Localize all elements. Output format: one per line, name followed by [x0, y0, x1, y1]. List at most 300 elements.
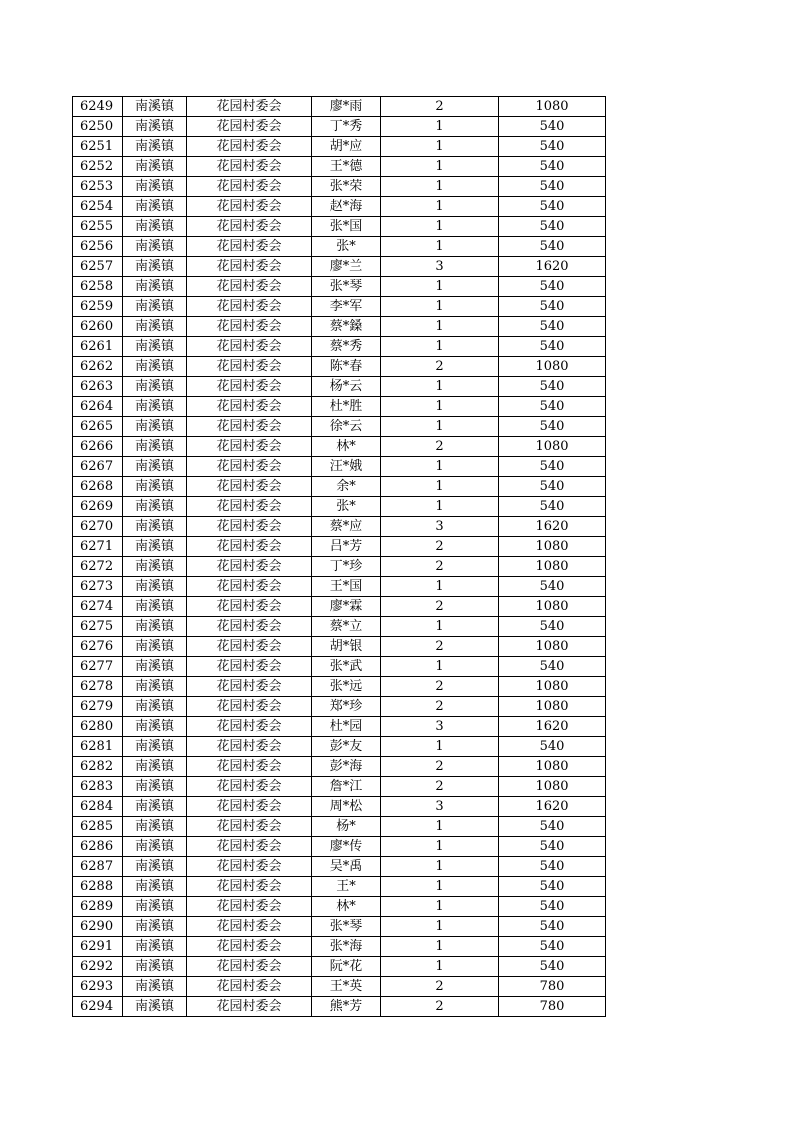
table-row [73, 137, 606, 157]
name-cell: 胡*应 [312, 137, 381, 157]
town-cell: 南溪镇 [123, 377, 187, 397]
village-committee-cell: 花园村委会 [187, 197, 312, 217]
count-cell: 2 [381, 777, 499, 797]
town-cell: 南溪镇 [123, 737, 187, 757]
town-cell: 南溪镇 [123, 957, 187, 977]
amount-cell: 1080 [499, 677, 606, 697]
row-number-cell: 6271 [73, 537, 123, 557]
table-row [73, 337, 606, 357]
amount-cell: 1080 [499, 597, 606, 617]
town-cell: 南溪镇 [123, 837, 187, 857]
village-committee-cell: 花园村委会 [187, 717, 312, 737]
amount-cell: 540 [499, 477, 606, 497]
name-cell: 张*荣 [312, 177, 381, 197]
amount-cell: 540 [499, 737, 606, 757]
town-cell: 南溪镇 [123, 797, 187, 817]
row-number-cell: 6269 [73, 497, 123, 517]
count-cell: 2 [381, 677, 499, 697]
row-number-cell: 6267 [73, 457, 123, 477]
row-number-cell: 6268 [73, 477, 123, 497]
town-cell: 南溪镇 [123, 757, 187, 777]
amount-cell: 780 [499, 977, 606, 997]
name-cell: 蔡*立 [312, 617, 381, 637]
town-cell: 南溪镇 [123, 417, 187, 437]
row-number-cell: 6253 [73, 177, 123, 197]
name-cell: 杨* [312, 817, 381, 837]
name-cell: 张* [312, 237, 381, 257]
row-number-cell: 6255 [73, 217, 123, 237]
town-cell: 南溪镇 [123, 677, 187, 697]
amount-cell: 540 [499, 837, 606, 857]
town-cell: 南溪镇 [123, 157, 187, 177]
count-cell: 1 [381, 577, 499, 597]
row-number-cell: 6254 [73, 197, 123, 217]
count-cell: 1 [381, 497, 499, 517]
row-number-cell: 6286 [73, 837, 123, 857]
count-cell: 1 [381, 957, 499, 977]
table-row [73, 217, 606, 237]
village-committee-cell: 花园村委会 [187, 417, 312, 437]
amount-cell: 540 [499, 897, 606, 917]
name-cell: 丁*珍 [312, 557, 381, 577]
row-number-cell: 6275 [73, 617, 123, 637]
row-number-cell: 6262 [73, 357, 123, 377]
town-cell: 南溪镇 [123, 877, 187, 897]
row-number-cell: 6277 [73, 657, 123, 677]
row-number-cell: 6283 [73, 777, 123, 797]
count-cell: 1 [381, 617, 499, 637]
table-row [73, 277, 606, 297]
village-committee-cell: 花园村委会 [187, 957, 312, 977]
row-number-cell: 6284 [73, 797, 123, 817]
count-cell: 2 [381, 97, 499, 117]
town-cell: 南溪镇 [123, 697, 187, 717]
count-cell: 2 [381, 757, 499, 777]
village-committee-cell: 花园村委会 [187, 517, 312, 537]
count-cell: 1 [381, 277, 499, 297]
village-committee-cell: 花园村委会 [187, 817, 312, 837]
name-cell: 彭*友 [312, 737, 381, 757]
amount-cell: 540 [499, 137, 606, 157]
village-committee-cell: 花园村委会 [187, 657, 312, 677]
table-row [73, 737, 606, 757]
town-cell: 南溪镇 [123, 497, 187, 517]
table-row [73, 97, 606, 117]
count-cell: 1 [381, 397, 499, 417]
row-number-cell: 6272 [73, 557, 123, 577]
table-row [73, 717, 606, 737]
amount-cell: 540 [499, 337, 606, 357]
table-row [73, 517, 606, 537]
amount-cell: 540 [499, 937, 606, 957]
amount-cell: 540 [499, 577, 606, 597]
table-row [73, 557, 606, 577]
count-cell: 2 [381, 697, 499, 717]
town-cell: 南溪镇 [123, 457, 187, 477]
row-number-cell: 6259 [73, 297, 123, 317]
table-row [73, 797, 606, 817]
village-committee-cell: 花园村委会 [187, 297, 312, 317]
table-row [73, 437, 606, 457]
row-number-cell: 6276 [73, 637, 123, 657]
village-committee-cell: 花园村委会 [187, 917, 312, 937]
amount-cell: 540 [499, 197, 606, 217]
village-committee-cell: 花园村委会 [187, 457, 312, 477]
town-cell: 南溪镇 [123, 997, 187, 1017]
name-cell: 熊*芳 [312, 997, 381, 1017]
count-cell: 1 [381, 117, 499, 137]
town-cell: 南溪镇 [123, 217, 187, 237]
village-committee-cell: 花园村委会 [187, 257, 312, 277]
village-committee-cell: 花园村委会 [187, 237, 312, 257]
name-cell: 廖*雨 [312, 97, 381, 117]
count-cell: 1 [381, 137, 499, 157]
count-cell: 1 [381, 857, 499, 877]
table-row [73, 497, 606, 517]
amount-cell: 540 [499, 617, 606, 637]
name-cell: 汪*娥 [312, 457, 381, 477]
name-cell: 林* [312, 437, 381, 457]
name-cell: 杜*胜 [312, 397, 381, 417]
town-cell: 南溪镇 [123, 137, 187, 157]
name-cell: 丁*秀 [312, 117, 381, 137]
village-committee-cell: 花园村委会 [187, 217, 312, 237]
village-committee-cell: 花园村委会 [187, 777, 312, 797]
row-number-cell: 6257 [73, 257, 123, 277]
town-cell: 南溪镇 [123, 917, 187, 937]
village-committee-cell: 花园村委会 [187, 837, 312, 857]
table-row [73, 257, 606, 277]
count-cell: 2 [381, 597, 499, 617]
count-cell: 1 [381, 877, 499, 897]
name-cell: 王*英 [312, 977, 381, 997]
town-cell: 南溪镇 [123, 337, 187, 357]
row-number-cell: 6281 [73, 737, 123, 757]
amount-cell: 540 [499, 857, 606, 877]
name-cell: 张*琴 [312, 917, 381, 937]
table-row [73, 377, 606, 397]
row-number-cell: 6252 [73, 157, 123, 177]
village-committee-cell: 花园村委会 [187, 337, 312, 357]
village-committee-cell: 花园村委会 [187, 477, 312, 497]
name-cell: 张*琴 [312, 277, 381, 297]
name-cell: 蔡*秀 [312, 337, 381, 357]
table-row [73, 477, 606, 497]
row-number-cell: 6265 [73, 417, 123, 437]
name-cell: 余* [312, 477, 381, 497]
row-number-cell: 6285 [73, 817, 123, 837]
village-committee-cell: 花园村委会 [187, 897, 312, 917]
name-cell: 杜*园 [312, 717, 381, 737]
data-table [72, 96, 606, 1017]
town-cell: 南溪镇 [123, 477, 187, 497]
row-number-cell: 6261 [73, 337, 123, 357]
amount-cell: 540 [499, 317, 606, 337]
name-cell: 张*武 [312, 657, 381, 677]
table-row [73, 177, 606, 197]
village-committee-cell: 花园村委会 [187, 677, 312, 697]
town-cell: 南溪镇 [123, 977, 187, 997]
town-cell: 南溪镇 [123, 937, 187, 957]
count-cell: 2 [381, 637, 499, 657]
row-number-cell: 6292 [73, 957, 123, 977]
count-cell: 1 [381, 377, 499, 397]
row-number-cell: 6264 [73, 397, 123, 417]
village-committee-cell: 花园村委会 [187, 97, 312, 117]
table-row [73, 397, 606, 417]
village-committee-cell: 花园村委会 [187, 377, 312, 397]
village-committee-cell: 花园村委会 [187, 577, 312, 597]
amount-cell: 1080 [499, 97, 606, 117]
table-row [73, 357, 606, 377]
table-row [73, 877, 606, 897]
count-cell: 3 [381, 257, 499, 277]
count-cell: 1 [381, 897, 499, 917]
town-cell: 南溪镇 [123, 617, 187, 637]
count-cell: 2 [381, 557, 499, 577]
amount-cell: 540 [499, 157, 606, 177]
table-row [73, 297, 606, 317]
village-committee-cell: 花园村委会 [187, 177, 312, 197]
amount-cell: 540 [499, 497, 606, 517]
village-committee-cell: 花园村委会 [187, 137, 312, 157]
village-committee-cell: 花园村委会 [187, 597, 312, 617]
amount-cell: 1620 [499, 517, 606, 537]
table-row [73, 637, 606, 657]
table-row [73, 817, 606, 837]
town-cell: 南溪镇 [123, 237, 187, 257]
village-committee-cell: 花园村委会 [187, 157, 312, 177]
count-cell: 1 [381, 317, 499, 337]
amount-cell: 1080 [499, 637, 606, 657]
village-committee-cell: 花园村委会 [187, 977, 312, 997]
name-cell: 张*国 [312, 217, 381, 237]
table-row [73, 657, 606, 677]
count-cell: 1 [381, 237, 499, 257]
row-number-cell: 6280 [73, 717, 123, 737]
count-cell: 2 [381, 357, 499, 377]
village-committee-cell: 花园村委会 [187, 857, 312, 877]
town-cell: 南溪镇 [123, 557, 187, 577]
row-number-cell: 6290 [73, 917, 123, 937]
count-cell: 2 [381, 977, 499, 997]
amount-cell: 540 [499, 217, 606, 237]
name-cell: 廖*传 [312, 837, 381, 857]
town-cell: 南溪镇 [123, 637, 187, 657]
row-number-cell: 6279 [73, 697, 123, 717]
village-committee-cell: 花园村委会 [187, 937, 312, 957]
name-cell: 廖*兰 [312, 257, 381, 277]
town-cell: 南溪镇 [123, 257, 187, 277]
amount-cell: 1620 [499, 717, 606, 737]
amount-cell: 540 [499, 177, 606, 197]
town-cell: 南溪镇 [123, 817, 187, 837]
name-cell: 蔡*应 [312, 517, 381, 537]
village-committee-cell: 花园村委会 [187, 317, 312, 337]
table-row [73, 577, 606, 597]
count-cell: 3 [381, 797, 499, 817]
name-cell: 彭*海 [312, 757, 381, 777]
row-number-cell: 6250 [73, 117, 123, 137]
name-cell: 吕*芳 [312, 537, 381, 557]
amount-cell: 1080 [499, 697, 606, 717]
row-number-cell: 6249 [73, 97, 123, 117]
count-cell: 1 [381, 837, 499, 857]
amount-cell: 1080 [499, 357, 606, 377]
village-committee-cell: 花园村委会 [187, 537, 312, 557]
town-cell: 南溪镇 [123, 897, 187, 917]
table-row [73, 857, 606, 877]
amount-cell: 540 [499, 957, 606, 977]
town-cell: 南溪镇 [123, 437, 187, 457]
table-row [73, 917, 606, 937]
name-cell: 王*德 [312, 157, 381, 177]
amount-cell: 540 [499, 117, 606, 137]
name-cell: 王*国 [312, 577, 381, 597]
town-cell: 南溪镇 [123, 537, 187, 557]
table-row [73, 417, 606, 437]
amount-cell: 540 [499, 297, 606, 317]
count-cell: 1 [381, 197, 499, 217]
table-row [73, 957, 606, 977]
count-cell: 1 [381, 817, 499, 837]
row-number-cell: 6270 [73, 517, 123, 537]
count-cell: 1 [381, 297, 499, 317]
town-cell: 南溪镇 [123, 517, 187, 537]
village-committee-cell: 花园村委会 [187, 737, 312, 757]
village-committee-cell: 花园村委会 [187, 997, 312, 1017]
village-committee-cell: 花园村委会 [187, 277, 312, 297]
name-cell: 詹*江 [312, 777, 381, 797]
amount-cell: 1620 [499, 797, 606, 817]
row-number-cell: 6278 [73, 677, 123, 697]
table-row [73, 997, 606, 1017]
row-number-cell: 6266 [73, 437, 123, 457]
row-number-cell: 6291 [73, 937, 123, 957]
row-number-cell: 6288 [73, 877, 123, 897]
count-cell: 1 [381, 217, 499, 237]
row-number-cell: 6274 [73, 597, 123, 617]
count-cell: 2 [381, 997, 499, 1017]
amount-cell: 1080 [499, 437, 606, 457]
town-cell: 南溪镇 [123, 857, 187, 877]
name-cell: 李*军 [312, 297, 381, 317]
name-cell: 蔡*鎟 [312, 317, 381, 337]
amount-cell: 540 [499, 417, 606, 437]
table-row [73, 457, 606, 477]
amount-cell: 1080 [499, 757, 606, 777]
row-number-cell: 6273 [73, 577, 123, 597]
town-cell: 南溪镇 [123, 717, 187, 737]
table-row [73, 897, 606, 917]
name-cell: 张*海 [312, 937, 381, 957]
village-committee-cell: 花园村委会 [187, 437, 312, 457]
town-cell: 南溪镇 [123, 597, 187, 617]
table-row [73, 317, 606, 337]
name-cell: 张*远 [312, 677, 381, 697]
table-body [73, 97, 606, 1017]
table-row [73, 157, 606, 177]
row-number-cell: 6294 [73, 997, 123, 1017]
count-cell: 1 [381, 737, 499, 757]
town-cell: 南溪镇 [123, 197, 187, 217]
name-cell: 王* [312, 877, 381, 897]
village-committee-cell: 花园村委会 [187, 877, 312, 897]
village-committee-cell: 花园村委会 [187, 357, 312, 377]
count-cell: 1 [381, 177, 499, 197]
table-row [73, 677, 606, 697]
amount-cell: 1080 [499, 777, 606, 797]
town-cell: 南溪镇 [123, 357, 187, 377]
town-cell: 南溪镇 [123, 177, 187, 197]
row-number-cell: 6251 [73, 137, 123, 157]
count-cell: 3 [381, 517, 499, 537]
table-row [73, 617, 606, 637]
amount-cell: 540 [499, 657, 606, 677]
name-cell: 林* [312, 897, 381, 917]
amount-cell: 540 [499, 457, 606, 477]
table-row [73, 117, 606, 137]
town-cell: 南溪镇 [123, 97, 187, 117]
table-row [73, 197, 606, 217]
town-cell: 南溪镇 [123, 657, 187, 677]
table-row [73, 937, 606, 957]
row-number-cell: 6282 [73, 757, 123, 777]
town-cell: 南溪镇 [123, 777, 187, 797]
table-row [73, 237, 606, 257]
row-number-cell: 6287 [73, 857, 123, 877]
count-cell: 2 [381, 537, 499, 557]
name-cell: 赵*海 [312, 197, 381, 217]
count-cell: 1 [381, 657, 499, 677]
row-number-cell: 6258 [73, 277, 123, 297]
count-cell: 1 [381, 917, 499, 937]
amount-cell: 540 [499, 917, 606, 937]
amount-cell: 780 [499, 997, 606, 1017]
count-cell: 1 [381, 337, 499, 357]
village-committee-cell: 花园村委会 [187, 797, 312, 817]
row-number-cell: 6289 [73, 897, 123, 917]
amount-cell: 540 [499, 277, 606, 297]
count-cell: 1 [381, 477, 499, 497]
name-cell: 阮*花 [312, 957, 381, 977]
row-number-cell: 6256 [73, 237, 123, 257]
village-committee-cell: 花园村委会 [187, 117, 312, 137]
name-cell: 周*松 [312, 797, 381, 817]
town-cell: 南溪镇 [123, 317, 187, 337]
amount-cell: 540 [499, 377, 606, 397]
row-number-cell: 6263 [73, 377, 123, 397]
village-committee-cell: 花园村委会 [187, 757, 312, 777]
village-committee-cell: 花园村委会 [187, 497, 312, 517]
amount-cell: 540 [499, 817, 606, 837]
town-cell: 南溪镇 [123, 117, 187, 137]
amount-cell: 540 [499, 397, 606, 417]
row-number-cell: 6260 [73, 317, 123, 337]
village-committee-cell: 花园村委会 [187, 397, 312, 417]
name-cell: 胡*银 [312, 637, 381, 657]
count-cell: 1 [381, 417, 499, 437]
table-row [73, 777, 606, 797]
table-row [73, 697, 606, 717]
count-cell: 1 [381, 457, 499, 477]
count-cell: 1 [381, 937, 499, 957]
town-cell: 南溪镇 [123, 397, 187, 417]
table-row [73, 977, 606, 997]
name-cell: 吴*禹 [312, 857, 381, 877]
name-cell: 张* [312, 497, 381, 517]
name-cell: 廖*霖 [312, 597, 381, 617]
